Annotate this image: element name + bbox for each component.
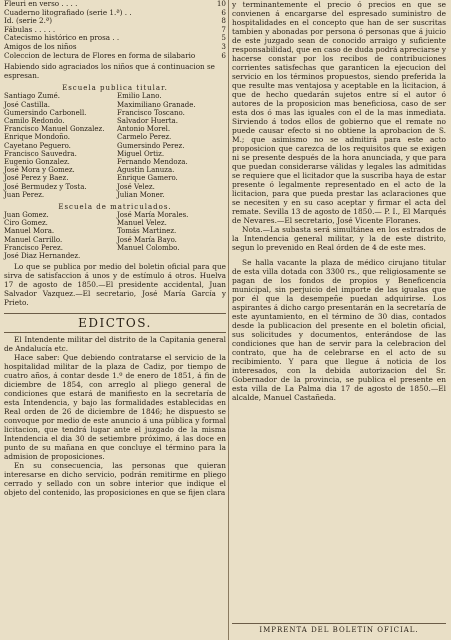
student-name: Ciro Gomez. [4,219,48,228]
edict-continuation: y terminantemente el precio ó precios en que se convienen á encargarse del espresado suministro de hospitalidades en el concepto que han de ser suscritas tambien y abonadas por persona ó personas que á juicio de este juzgado sean de conocido arraigo y suficiente responsabilidad, que en caso de duda podrá apreciarse y hacerse constar por los recibos de contribuciones corrientes satisfechas que garanticen la ejecucion del servicio en los términos propuestos, siendo preferida la que resulte mas ventajosa y aceptable en la licitacion, á que de hecho quedarán sujetos entre sí el autor ó autores de la proposicion mas beneficiosa, caso de ser esta dos ó mas las iguales con el de la mas inmediata. Sirviendo á todos ellos de gobierno que el remate no puede causar efecto si no obtiene la aprobacion de S. M.; que asimismo no se admitirá para este acto proposicion que carezca de los requisitos que se exigen ni se presente después de la hora anunciada, y que para que puedan considerarse válidas y legales las admitidas se requiere que el licitador que la suscriba haya de estar presente ó legalmente representado en el acto de la licitacion, para que pueda prestar las aclaraciones que se necesiten y en su caso aceptar y firmar el acta del remate. Sevilla 13 de agosto de 1850.— P. I., El Marqués de Nevares.—El secretario, José Vicente Floranes. [232,0,446,225]
student-name: Santiago Zumé. [4,92,60,101]
student-name: Miguel Ortiz. [117,149,165,158]
student-name: Juan Perez. [4,190,45,199]
student-name: Manuel Carrillo. [4,235,63,244]
book-count: 5 [221,33,226,43]
student-name: José Perez y Baez. [4,174,69,183]
names-list-titular [4,92,226,199]
student-name: Francisco Manuel Gonzalez. [4,125,105,134]
student-name: Emilio Lano. [117,92,162,101]
student-name: Salvador Huerta. [117,116,178,125]
student-name: José María Morales. [117,210,189,219]
student-name: Manuel Mora. [4,227,55,236]
student-name: Cayetano Peguero. [4,141,71,150]
book-title: Catecismo histórico en prosa . . [4,33,120,43]
section-heading-matriculados: Escuela de matriculados. [58,202,172,211]
student-name: Eugenio Gonzalez. [4,157,70,166]
book-count: 6 [221,7,226,17]
student-name: José Castilla. [4,100,51,109]
right-column [232,0,446,402]
student-name: Manuel Velez. [117,219,167,228]
edict-intro: El Intendente militar del distrito de la Capitania general de Andalucía etc. [4,335,226,354]
book-count: 8 [221,16,226,26]
book-title: Id. (serie 2.ª) [4,16,53,26]
student-name: Juan Gomez. [4,210,49,219]
student-name [117,252,226,260]
printer-imprint: IMPRENTA DEL BOLETIN OFICIAL. [232,623,446,634]
book-row [4,52,226,61]
book-title: Fábulas . . . . . [4,24,56,34]
student-name: José Diaz Hernandez. [4,252,81,260]
student-name: Gumersindo Perez. [117,141,185,150]
edict-body: Hace saber: Que debiendo contratarse el servicio de la hospitalidad militar de la plaza de Cadiz, por tiempo de cuatro años, á contar desde 1.º de enero de 1851, á fin de diciembre de 1854, con arreglo al pliego general de condiciones que estará de manifiesto en la secretaría de esta Intendencia, y bajo las formalidades establecidas en Real orden de 26 de diciembre de 1846; he dispuesto se convoque por medio de este anuncio á una pública y formal licitacion, que tendrá lugar ante el juzgado de la misma Intendencia el dia 30 de setiembre próximo, á las doce en punto de su mañana en que concluye el término para la admision de proposiciones. [4,353,226,462]
section-heading-titular: Escuela publica titular. [62,84,168,93]
left-column [4,0,226,497]
student-name: Julian Moner. [117,190,165,199]
student-name: Antonio Morel. [117,125,171,134]
student-name: Tomás Martinez. [117,227,177,236]
student-name: Agustin Lanuza. [117,166,175,175]
student-name: Manuel Colombo. [117,243,180,252]
names-list-matriculados [4,211,226,260]
student-name: Enrique Gamero. [117,174,178,183]
student-name: Francisco Toscano. [117,108,185,117]
award-note: Habiendo sido agraciados los niños que á continuacion se espresan. [4,62,215,80]
vacancy-notice: Se halla vacante la plaza de médico cirujano titular de esta villa dotada con 3300 rs., que religiosamente se pagan de los fondos de propios y Beneficencia municipal, sin perjuicio del importe de las igualas que por él que la desempeñe puedan adquirirse. Los aspirantes á dicho cargo presentarán en la secretaría de este ayuntamiento, en el término de 30 dias, contados desde la publicacion del presente en el boletin oficial, sus solicitudes y documentos, enterándose de las condiciones que han de servir para la celebracion del contrato, que ha de celebrarse en el acto de su recibimiento. Y para que llegue á noticia de los interesados, con la debida autorizacion del Sr. Gobernador de la provincia, se publica el presente en esta villa de La Palma dia 17 de agosto de 1850.—El alcalde, Manuel Castañeda. [232,258,446,402]
book-count: 3 [221,41,226,51]
book-count: 7 [221,24,226,34]
book-count: 6 [221,50,226,60]
student-name: Francisco Perez. [4,243,63,252]
book-title: Fleuri en verso . . . . [4,0,78,8]
edictos-heading: EDICTOS. [4,313,226,333]
book-title: Cuaderno litografiado (serie 1.ª) . . [4,7,132,17]
edict-body-cont: En su consecuencia, las personas que quieran interesarse en dicho servicio, podrán remitirme en pliego cerrado y sellado con un sobre interior que indique el objeto del contenido, las proposiciones en que se fijen clara [4,461,226,498]
student-name: Enrique Mondoño. [4,133,70,142]
student-name: José Bermudez y Tosta. [4,182,87,191]
column-divider [228,0,229,640]
publication-note: Lo que se publica por medio del boletin oficial para que sirva de satisfaccion á unos y de estímulo á otros. Huelva 17 de agosto de 1850.—El presidente accidental, Juan Salvador Vazquez.—El secretario, José María García y Prieto. [4,262,226,308]
student-name: Fernando Mendoza. [117,157,188,166]
book-title: Coleccion de lectura de Flores en forma de silabario [4,50,196,60]
student-name: Carmelo Perez. [117,133,172,142]
student-name: Maximiliano Granade. [117,100,196,109]
student-name: Francisco Sauvedra. [4,149,77,158]
book-list [4,0,226,60]
book-count: 10 [216,0,226,8]
student-name: Gumersindo Carbonell. [4,108,87,117]
student-name: José Mora y Gomez. [4,166,75,175]
student-name: José María Bayo. [117,235,177,244]
student-name: Camilo Redondo. [4,116,65,125]
edict-note: Nota.—La subasta será simultánea en los estrados de la Intendencia general militar, y la de este distrito, segun lo prevenido en Real órden de 4 de este mes. [232,225,446,252]
student-name: José Velez. [117,182,155,191]
book-title: Amigos de los niños [4,41,77,51]
